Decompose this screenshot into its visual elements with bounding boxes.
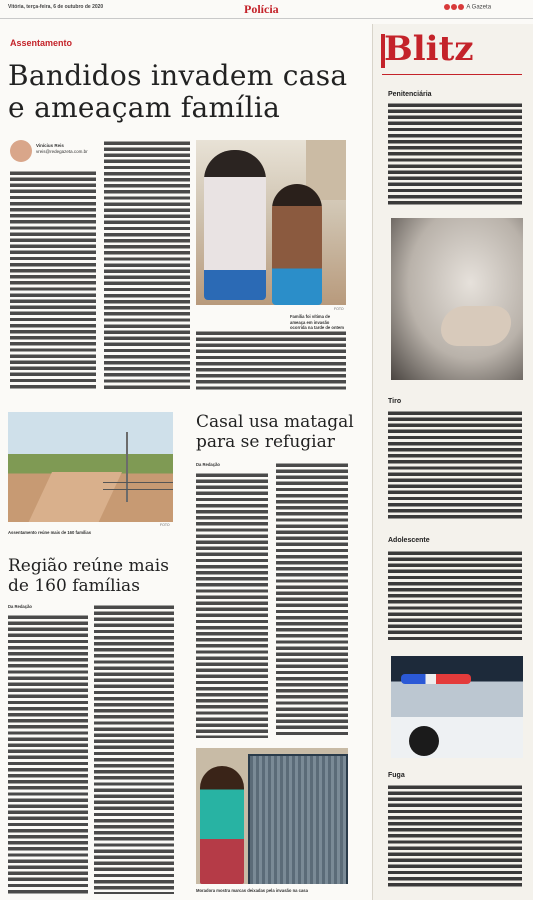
photo-hand	[441, 306, 511, 346]
story-three-column-2	[276, 462, 348, 738]
story-three-headline-line1: Casal usa matagal	[196, 412, 354, 432]
photo-fence	[103, 482, 173, 490]
section-name: Polícia	[244, 2, 279, 16]
logo-dots-icon	[444, 5, 465, 11]
sidebar-item-text	[388, 410, 522, 520]
author-email: vreis@redegazeta.com.br	[36, 149, 88, 154]
logo-text: A Gazeta	[466, 4, 492, 11]
edition-info: Vitória, terça-feira, 6 de outubro de 2020	[8, 4, 104, 10]
photo-boy	[272, 184, 322, 305]
main-headline-line1: Bandidos invadem casa	[8, 59, 348, 92]
photo-wheel	[409, 726, 439, 756]
family-photo	[196, 140, 346, 305]
author-byline	[36, 143, 88, 155]
sidebar-title: Blitz	[384, 29, 474, 69]
story-three-headline	[196, 412, 366, 452]
story-two-column-1	[8, 614, 88, 894]
settlement-photo	[8, 412, 173, 522]
main-story-column-1	[10, 170, 96, 390]
newspaper-logo	[444, 4, 491, 11]
author-avatar	[10, 140, 32, 162]
page-header	[0, 0, 533, 19]
sidebar-item-text	[388, 102, 522, 206]
sidebar-item-title: Fuga	[388, 772, 405, 779]
photo-metal-door	[248, 754, 348, 884]
resident-photo	[196, 748, 348, 884]
main-headline	[8, 60, 368, 124]
story-kicker: Assentamento	[10, 38, 73, 48]
settlement-photo-caption: Assentamento reúne mais de 160 famílias	[8, 530, 92, 535]
story-two-byline: Da Redação	[8, 604, 32, 609]
photo-credit: FOTO	[334, 307, 344, 311]
story-two-headline-line1: Região reúne mais	[8, 556, 169, 576]
photo-credit: FOTO	[160, 523, 170, 527]
family-photo-caption: Família foi vítima de ameaça em invasão ocorrida na tarde de ontem	[290, 314, 344, 330]
main-story-column-2	[104, 140, 190, 390]
main-story-column-3	[196, 330, 346, 390]
sidebar-item-title: Tiro	[388, 398, 402, 405]
photo-siren-lights	[401, 674, 471, 684]
story-two-headline	[8, 556, 183, 596]
sidebar-title-rule	[382, 74, 522, 75]
sidebar-item-title: Adolescente	[388, 537, 430, 544]
photo-dirt-road	[24, 472, 122, 522]
story-two-headline-line2: de 160 famílias	[8, 576, 140, 596]
sidebar-item-text	[388, 784, 522, 888]
crime-scene-photo	[391, 218, 523, 380]
author-name: Vinícius Reis	[36, 143, 64, 148]
photo-girl	[204, 150, 266, 300]
photo-woman	[200, 766, 244, 884]
police-car-photo	[391, 656, 523, 758]
sidebar-item-text	[388, 550, 522, 642]
sidebar-item-title: Penitenciária	[388, 91, 432, 98]
main-headline-line2: e ameaçam família	[8, 91, 281, 124]
story-three-byline: Da Redação	[196, 462, 220, 467]
resident-photo-caption: Moradora mostra marcas deixadas pela invasão na casa	[196, 888, 308, 893]
photo-pole	[126, 432, 128, 502]
story-three-column-1	[196, 472, 268, 738]
story-two-column-2	[94, 604, 174, 894]
story-three-headline-line2: para se refugiar	[196, 432, 335, 452]
